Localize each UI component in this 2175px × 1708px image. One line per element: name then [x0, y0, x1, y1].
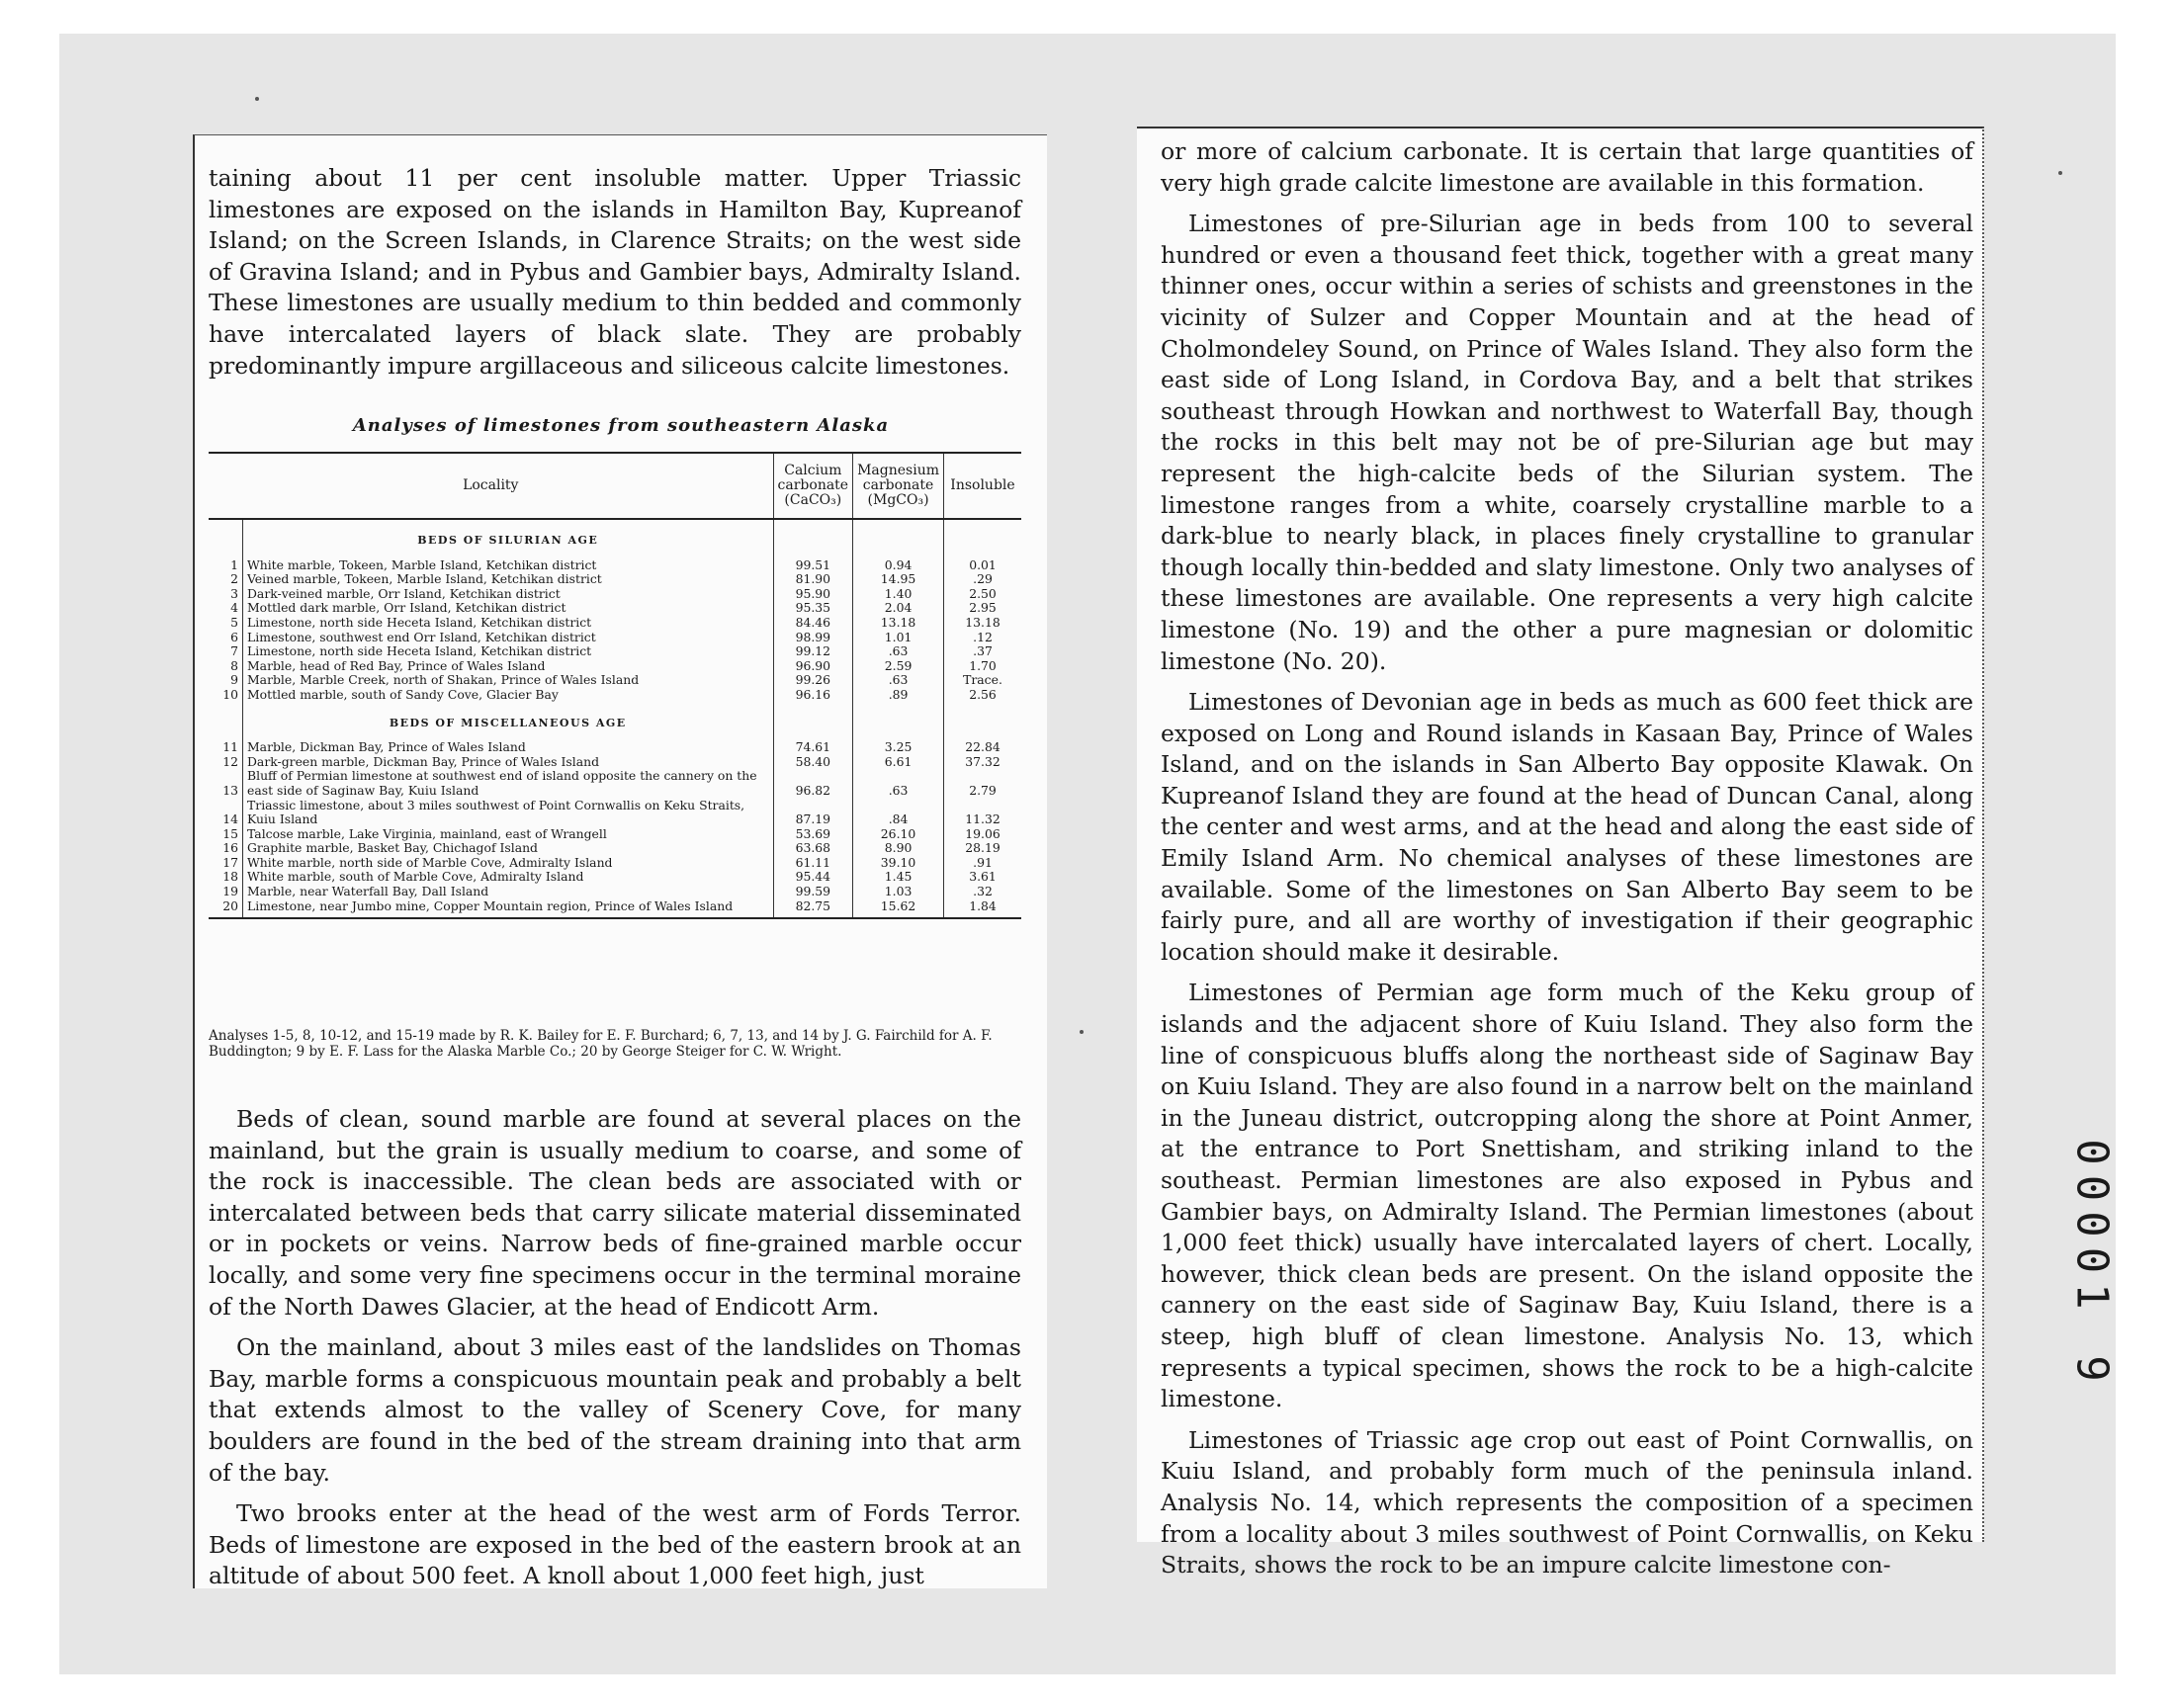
- table-row: [209, 616, 1021, 631]
- body-paragraph: Two brooks enter at the head of the west arm of Fords Terror. Beds of limestone are exposed in the bed of the eastern brook at an altitude of about 500 feet. A knoll about 1,000 feet high, just: [209, 1499, 1021, 1590]
- magnesium-cell: 8.90: [853, 841, 944, 856]
- table-row: [209, 856, 1021, 871]
- locality-cell: Marble, near Waterfall Bay, Dall Island: [247, 884, 489, 899]
- table-row: [209, 601, 1021, 616]
- locality-cell: Limestone, southwest end Orr Island, Ketchikan district: [247, 629, 596, 644]
- row-number: 5: [209, 616, 243, 631]
- magnesium-cell: 1.45: [853, 870, 944, 885]
- row-number: 13: [209, 769, 243, 798]
- locality-cell: Limestone, north side Heceta Island, Ketchikan district: [247, 643, 592, 659]
- table-row: [209, 572, 1021, 587]
- magnesium-cell: 39.10: [853, 856, 944, 871]
- magnesium-cell: 26.10: [853, 827, 944, 842]
- magnesium-cell: 1.01: [853, 631, 944, 645]
- row-number: 14: [209, 799, 243, 827]
- magnesium-cell: .89: [853, 688, 944, 703]
- locality-cell: Dark-veined marble, Orr Island, Ketchikan district: [247, 585, 561, 601]
- insoluble-cell: 11.32: [944, 799, 1022, 827]
- table-row: [209, 870, 1021, 885]
- table-row: [209, 587, 1021, 602]
- locality-cell: Triassic limestone, about 3 miles southwest of Point Cornwallis on Keku Straits, Kuiu Island: [247, 797, 745, 827]
- page-stamp-number: [2062, 1139, 2122, 1392]
- section-heading-silurian: BEDS OF SILURIAN AGE: [417, 534, 599, 547]
- magnesium-cell: 15.62: [853, 899, 944, 919]
- calcium-cell: 63.68: [773, 841, 853, 856]
- section-heading-misc: BEDS OF MISCELLANEOUS AGE: [389, 716, 627, 729]
- row-number: 12: [209, 755, 243, 770]
- insoluble-cell: 22.84: [944, 740, 1022, 755]
- row-number: 10: [209, 688, 243, 703]
- insoluble-cell: 13.18: [944, 616, 1022, 631]
- calcium-cell: 99.59: [773, 885, 853, 899]
- body-paragraph: Limestones of Devonian age in beds as much as 600 feet thick are exposed on Long and Round islands in Kasaan Bay, Prince of Wales Island, and on the islands in San Alberto Bay opposite Klawak. On Kupreanof Island they are found at the head of Duncan Canal, along the center and west arms, and at the head and along the east side of Emily Island Arm. No chemical analyses of these limestones are available. Some of the limestones on San Alberto Bay seem to be fairly pure, and all are worthy of investigation if their geographic location should make it desirable.: [1161, 688, 1973, 966]
- locality-cell: Dark-green marble, Dickman Bay, Prince of Wales Island: [247, 753, 599, 769]
- insoluble-cell: 19.06: [944, 827, 1022, 842]
- locality-cell: Marble, Marble Creek, north of Shakan, Prince of Wales Island: [247, 672, 640, 688]
- calcium-cell: 99.26: [773, 673, 853, 688]
- insoluble-cell: 1.84: [944, 899, 1022, 919]
- stamp-text: 00001 9: [2066, 1139, 2118, 1392]
- body-paragraph: On the mainland, about 3 miles east of the landslides on Thomas Bay, marble forms a conspicuous mountain peak and probably a belt that extends almost to the valley of Scenery Cove, for many boulders are found in the bed of the stream draining into that arm of the bay.: [209, 1333, 1021, 1487]
- table-row: [209, 769, 1021, 798]
- row-number: 2: [209, 572, 243, 587]
- header-locality: Locality: [209, 453, 773, 519]
- left-body-block: [209, 1104, 1021, 1602]
- insoluble-cell: .12: [944, 631, 1022, 645]
- row-number: 19: [209, 885, 243, 899]
- calcium-cell: 95.35: [773, 601, 853, 616]
- left-intro-block: [209, 163, 1021, 391]
- table-row: [209, 841, 1021, 856]
- insoluble-cell: 28.19: [944, 841, 1022, 856]
- row-number: 1: [209, 558, 243, 573]
- row-number: 20: [209, 899, 243, 919]
- table-body-silurian: [209, 519, 1021, 703]
- row-number: 8: [209, 659, 243, 674]
- calcium-cell: 99.51: [773, 558, 853, 573]
- table-row: [209, 659, 1021, 674]
- table-title: Analyses of limestones from southeastern Alaska: [352, 415, 890, 436]
- header-insoluble: Insoluble: [944, 453, 1022, 519]
- insoluble-cell: 2.79: [944, 769, 1022, 798]
- calcium-cell: 61.11: [773, 856, 853, 871]
- magnesium-cell: 13.18: [853, 616, 944, 631]
- magnesium-cell: 1.03: [853, 885, 944, 899]
- row-number: 18: [209, 870, 243, 885]
- insoluble-cell: Trace.: [944, 673, 1022, 688]
- magnesium-cell: 1.40: [853, 587, 944, 602]
- table-body-misc: [209, 703, 1021, 919]
- magnesium-cell: 3.25: [853, 740, 944, 755]
- magnesium-cell: .63: [853, 673, 944, 688]
- calcium-cell: 95.90: [773, 587, 853, 602]
- locality-cell: Veined marble, Tokeen, Marble Island, Ketchikan district: [247, 571, 602, 587]
- scan-speck: [2058, 171, 2062, 175]
- magnesium-cell: .63: [853, 644, 944, 659]
- locality-cell: Mottled dark marble, Orr Island, Ketchikan district: [247, 600, 566, 616]
- table-header-row: [209, 453, 1021, 519]
- body-paragraph: Beds of clean, sound marble are found at several places on the mainland, but the grain is usually medium to coarse, and some of the rock is inaccessible. The clean beds are associated with or intercalated between beds that carry silicate material disseminated or in pockets or veins. Narrow beds of fine-grained marble occur locally, and some very fine specimens occur in the terminal moraine of the North Dawes Glacier, at the head of Endicott Arm.: [209, 1105, 1021, 1321]
- calcium-cell: 58.40: [773, 755, 853, 770]
- row-number: 6: [209, 631, 243, 645]
- section-row: [209, 519, 1021, 558]
- row-number: 3: [209, 587, 243, 602]
- table-row: [209, 673, 1021, 688]
- insoluble-cell: .91: [944, 856, 1022, 871]
- table-row: [209, 885, 1021, 899]
- insoluble-cell: 2.56: [944, 688, 1022, 703]
- header-calcium: Calcium carbonate (CaCO₃): [773, 453, 853, 519]
- table-row: [209, 644, 1021, 659]
- magnesium-cell: .63: [853, 769, 944, 798]
- row-number: 9: [209, 673, 243, 688]
- calcium-cell: 87.19: [773, 799, 853, 827]
- table-row: [209, 899, 1021, 919]
- scan-speck: [255, 97, 259, 101]
- row-number: 17: [209, 856, 243, 871]
- magnesium-cell: 0.94: [853, 558, 944, 573]
- locality-cell: Talcose marble, Lake Virginia, mainland, east of Wrangell: [247, 825, 607, 841]
- locality-cell: Marble, head of Red Bay, Prince of Wales Island: [247, 657, 546, 673]
- insoluble-cell: .32: [944, 885, 1022, 899]
- calcium-cell: 96.90: [773, 659, 853, 674]
- calcium-cell: 96.82: [773, 769, 853, 798]
- body-paragraph: Limestones of pre-Silurian age in beds from 100 to several hundred or even a thousand feet thick, together with a great many thinner ones, occur within a series of schists and greenstones in the vicinity of Sulzer and Copper Mountain and at the head of Cholmondeley Sound, on Prince of Wales Island. They also form the east side of Long Island, in Cordova Bay, and a belt that strikes southeast through Howkan and northwest to Waterfall Bay, though the rocks in this belt may not be of pre-Silurian age but may represent the high-calcite beds of the Silurian system. The limestone ranges from a white, coarsely crystalline marble to a dark-blue to nearly black, in places finely crystalline to granular though locally thin-bedded and slaty limestone. Only two analyses of these limestones are available. One represents a very high calcite limestone (No. 19) and the other a pure magnesian or dolomitic limestone (No. 20).: [1161, 210, 1973, 675]
- intro-paragraph: taining about 11 per cent insoluble matter. Upper Triassic limestones are exposed on the islands in Hamilton Bay, Kupreanof Island; on the Screen Islands, in Clarence Straits; on the west side of Gravina Island; and in Pybus and Gambier bays, Admiralty Island. These limestones are usually medium to thin bedded and commonly have intercalated layers of black slate. They are probably predominantly impure argillaceous and siliceous calcite limestones.: [209, 164, 1021, 380]
- locality-cell: Bluff of Permian limestone at southwest end of island opposite the cannery on the east side of Saginaw Bay, Kuiu Island: [247, 768, 757, 798]
- table-row: [209, 827, 1021, 842]
- table-row: [209, 688, 1021, 703]
- right-page: [1137, 127, 1984, 1580]
- insoluble-cell: 1.70: [944, 659, 1022, 674]
- insoluble-cell: 37.32: [944, 755, 1022, 770]
- calcium-cell: 74.61: [773, 740, 853, 755]
- body-paragraph: Limestones of Triassic age crop out east of Point Cornwallis, on Kuiu Island, and probably form much of the peninsula inland. Analysis No. 14, which represents the composition of a specimen from a locality about 3 miles southwest of Point Cornwallis, on Keku Straits, shows the rock to be an impure calcite limestone con-: [1161, 1425, 1973, 1580]
- header-magnesium: Magnesium carbonate (MgCO₃): [853, 453, 944, 519]
- left-page: [193, 134, 1047, 1588]
- calcium-cell: 98.99: [773, 631, 853, 645]
- calcium-cell: 95.44: [773, 870, 853, 885]
- table-row: [209, 755, 1021, 770]
- table-row: [209, 799, 1021, 827]
- locality-cell: Limestone, north side Heceta Island, Ketchikan district: [247, 614, 592, 630]
- table-row: [209, 631, 1021, 645]
- insoluble-cell: 2.95: [944, 601, 1022, 616]
- insoluble-cell: 2.50: [944, 587, 1022, 602]
- locality-cell: Graphite marble, Basket Bay, Chichagof Island: [247, 840, 538, 856]
- right-body-block: [1161, 136, 1973, 1591]
- insoluble-cell: .37: [944, 644, 1022, 659]
- locality-cell: Mottled marble, south of Sandy Cove, Glacier Bay: [247, 686, 559, 702]
- row-number: 11: [209, 740, 243, 755]
- locality-cell: Marble, Dickman Bay, Prince of Wales Island: [247, 739, 526, 755]
- calcium-cell: 96.16: [773, 688, 853, 703]
- body-paragraph: or more of calcium carbonate. It is certain that large quantities of very high grade calcite limestone are available in this formation.: [1161, 137, 1973, 197]
- row-number: 4: [209, 601, 243, 616]
- magnesium-cell: .84: [853, 799, 944, 827]
- calcium-cell: 99.12: [773, 644, 853, 659]
- calcium-cell: 53.69: [773, 827, 853, 842]
- calcium-cell: 81.90: [773, 572, 853, 587]
- magnesium-cell: 2.04: [853, 601, 944, 616]
- magnesium-cell: 6.61: [853, 755, 944, 770]
- insoluble-cell: 3.61: [944, 870, 1022, 885]
- row-number: 16: [209, 841, 243, 856]
- analyses-table: [209, 452, 1021, 919]
- insoluble-cell: 0.01: [944, 558, 1022, 573]
- table-row: [209, 740, 1021, 755]
- calcium-cell: 82.75: [773, 899, 853, 919]
- locality-cell: White marble, Tokeen, Marble Island, Ketchikan district: [247, 556, 597, 572]
- table-row: [209, 558, 1021, 573]
- row-number: 15: [209, 827, 243, 842]
- magnesium-cell: 2.59: [853, 659, 944, 674]
- section-row: [209, 703, 1021, 741]
- body-paragraph: Limestones of Permian age form much of the Keku group of islands and the adjacent shore of Kuiu Island. They also form the line of conspicuous bluffs along the northeast side of Saginaw Bay on Kuiu Island. They are also found in a narrow belt on the mainland in the Juneau district, outcropping along the shore at Point Anmer, at the entrance to Port Snettisham, and striking inland to the southeast. Permian limestones are also exposed in Pybus and Gambier bays, on Admiralty Island. The Permian limestones (about 1,000 feet thick) usually have intercalated layers of chert. Locally, however, thick clean beds are present. On the island opposite the cannery on the east side of Saginaw Bay, Kuiu Island, there is a steep, high bluff of clean limestone. Analysis No. 13, which represents a typical specimen, shows the rock to be a high-calcite limestone.: [1161, 979, 1973, 1413]
- locality-cell: Limestone, near Jumbo mine, Copper Mountain region, Prince of Wales Island: [243, 899, 774, 919]
- magnesium-cell: 14.95: [853, 572, 944, 587]
- analyses-table-wrap: [209, 452, 1021, 919]
- table-footnote: Analyses 1-5, 8, 10-12, and 15-19 made by R. K. Bailey for E. F. Burchard; 6, 7, 13, and 14 by J. G. Fairchild for A. F. Buddington; 9 by E. F. Lass for the Alaska Marble Co.; 20 by George Steiger for C. W. Wright.: [209, 1028, 993, 1060]
- locality-cell: White marble, north side of Marble Cove, Admiralty Island: [247, 854, 613, 870]
- row-number: 7: [209, 644, 243, 659]
- insoluble-cell: .29: [944, 572, 1022, 587]
- calcium-cell: 84.46: [773, 616, 853, 631]
- scan-speck: [1080, 1030, 1084, 1034]
- locality-cell: White marble, south of Marble Cove, Admiralty Island: [247, 869, 584, 885]
